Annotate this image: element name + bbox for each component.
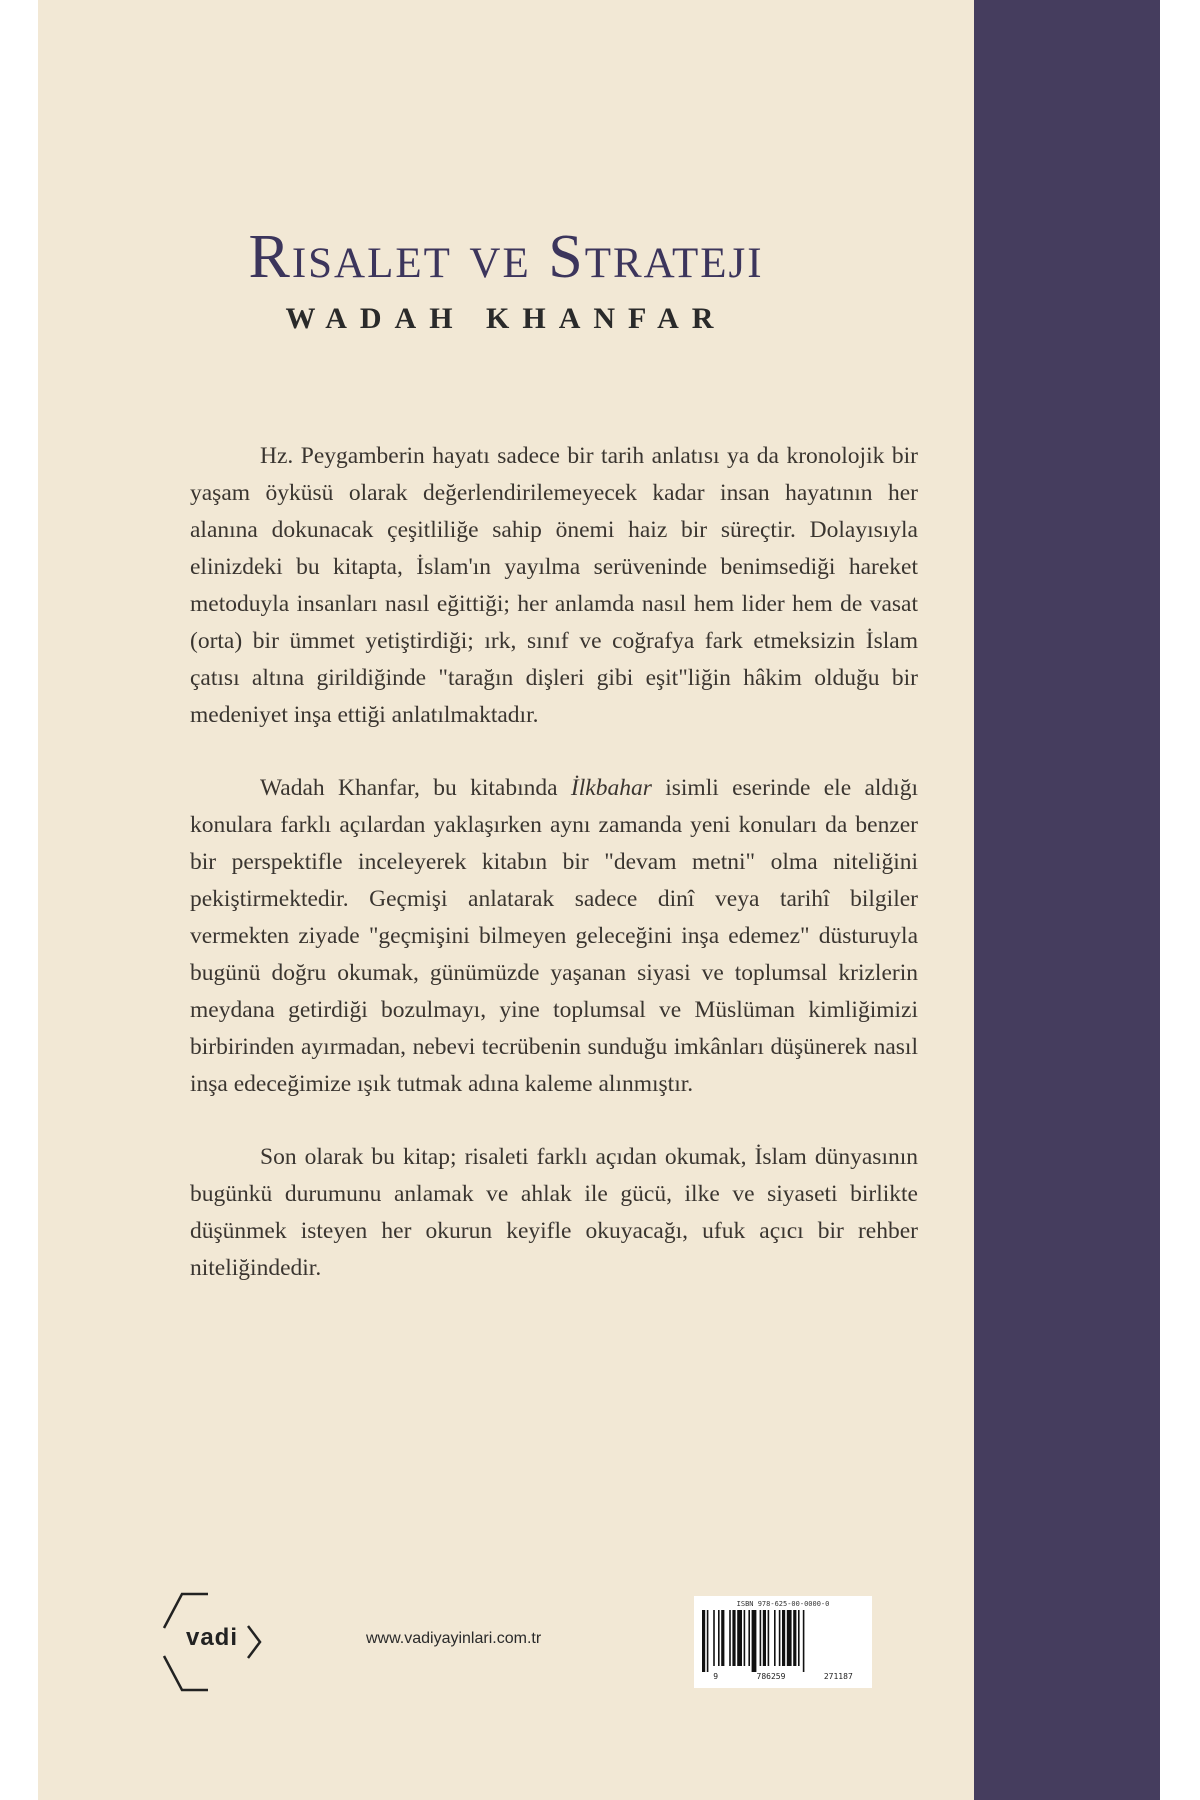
book-title: Risalet ve Strateji xyxy=(248,223,764,291)
book-reference-italic: İlkbahar xyxy=(570,775,652,801)
isbn-number: ISBN 978-625-00-0000-0 xyxy=(736,1600,830,1608)
barcode-digit-group: 271187 xyxy=(823,1672,853,1681)
book-author: WADAH KHANFAR xyxy=(285,302,727,335)
barcode-bar xyxy=(737,1610,742,1666)
barcode-bar xyxy=(748,1610,750,1666)
barcode-bars-icon xyxy=(702,1610,864,1672)
barcode-bar xyxy=(752,1610,757,1672)
barcode-bar xyxy=(768,1610,770,1666)
barcode-digit-group: 786259 xyxy=(756,1672,786,1681)
barcode-bar xyxy=(787,1610,792,1666)
barcode-bar xyxy=(774,1610,776,1666)
barcode-bar xyxy=(718,1610,720,1666)
blurb-text xyxy=(190,438,918,1323)
barcode-digits xyxy=(694,1672,872,1681)
barcode-bar xyxy=(732,1610,735,1666)
barcode-bar xyxy=(729,1610,731,1666)
publisher-website: www.vadiyayinlari.com.tr xyxy=(366,1630,542,1647)
barcode-bar xyxy=(707,1610,709,1672)
isbn-barcode xyxy=(694,1596,872,1688)
barcode-bar xyxy=(760,1610,762,1666)
barcode-bar xyxy=(744,1610,746,1666)
barcode-bar xyxy=(713,1610,715,1666)
barcode-bar xyxy=(793,1610,796,1666)
blurb-paragraph-2 xyxy=(190,770,918,1103)
barcode-digit-group: 9 xyxy=(713,1672,719,1681)
barcode-bar xyxy=(779,1610,781,1666)
publisher-logo-text: vadi xyxy=(185,1624,239,1651)
blurb-paragraph-3: Son olarak bu kitap; risaleti farklı açıdan okumak, İslam dünyasının bugünkü durumunu anlamak ve ahlak ile gücü, ilke ve siyaseti birlikte düşünmek isteyen her okurun keyifle okuyacağı, ufuk açıcı bir rehber niteliğindedir. xyxy=(190,1144,918,1281)
barcode-bar xyxy=(702,1610,705,1672)
barcode-bar xyxy=(763,1610,766,1666)
blurb-paragraph-2-start: Wadah Khanfar, bu kitabında xyxy=(260,775,571,801)
spine-strip xyxy=(974,0,1160,1800)
barcode-bar xyxy=(798,1610,800,1666)
barcode-bar xyxy=(803,1610,805,1672)
barcode-bar xyxy=(721,1610,724,1666)
blurb-paragraph-1: Hz. Peygamberin hayatı sadece bir tarih anlatısı ya da kronolojik bir yaşam öyküsü olarak değerlendirilemeyecek kadar insan hayatının her alanına dokunacak çeşitliliğe sahip önemi haiz bir süreçtir. Dolayısıyla elinizdeki bu kitapta, İslam'ın yayılma serüveninde benimsediği hareket metoduyla insanları nasıl eğittiği; her anlamda nasıl hem lider hem de vasat (orta) bir ümmet yetiştirdiği; ırk, sınıf ve coğrafya fark etmeksizin İslam çatısı altına girildiğinde "tarağın dişleri gibi eşit"liğin hâkim olduğu bir medeniyet inşa ettiği anlatılmaktadır. xyxy=(190,443,918,728)
blurb-paragraph-2-rest: isimli eserinde ele aldığı konulara farklı açılardan yaklaşırken aynı zamanda yeni konuları da benzer bir perspektifle inceleyerek kitabın bir "devam metni" olma niteliğini pekiştirmektedir. Geçmişi anlatarak sadece dinî veya tarihî bilgiler vermekten ziyade "geçmişini bilmeyen geleceğini inşa edemez" düsturuyla bugünü doğru okumak, günümüzde yaşanan siyasi ve toplumsal krizlerin meydana getirdiği bozulmayı, yine toplumsal ve Müslüman kimliğimizi birbirinden ayırmadan, nebevi tecrübenin sunduğu imkânları düşünerek nasıl inşa edeceğimize ışık tutmak adına kaleme alınmıştır. xyxy=(190,775,918,1097)
barcode-bar xyxy=(782,1610,785,1666)
